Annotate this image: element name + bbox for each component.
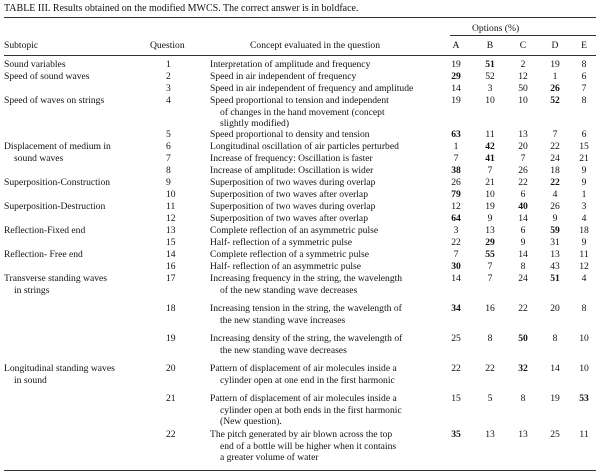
concept-cell: Superposition of two waves after overlap (210, 213, 368, 224)
option-value-cell: 12 (518, 71, 528, 82)
option-value-cell: 22 (550, 177, 560, 188)
subtopic-cell: Superposition-Construction (4, 177, 111, 188)
concept-cell: cylinder open at one end in the first harmonic (220, 374, 395, 386)
option-value-cell: 22 (550, 141, 560, 152)
concept-cell: Complete reflection of a symmetric pulse (210, 249, 370, 260)
option-value-cell: 13 (550, 249, 560, 260)
option-value-cell: 8 (581, 95, 587, 106)
option-value-cell: 1 (581, 189, 587, 200)
question-number-cell: 9 (166, 177, 171, 188)
question-number-cell: 7 (166, 153, 171, 164)
subtopic-cell: Speed of waves on strings (4, 95, 105, 106)
option-value-cell: 15 (579, 141, 589, 152)
option-value-cell: 79 (451, 189, 461, 200)
header-subtopic: Subtopic (4, 40, 39, 51)
subtopic-cell: Displacement of medium in (4, 141, 111, 152)
option-value-cell: 32 (518, 363, 528, 374)
concept-cell: Pattern of displacement of air molecules inside a (210, 393, 397, 404)
option-value-cell: 64 (451, 213, 461, 224)
subtopic-cell: in strings (14, 284, 50, 296)
option-value-cell: 22 (451, 363, 461, 374)
option-value-cell: 31 (550, 237, 560, 248)
concept-cell: end of a bottle will be higher when it contains (220, 440, 397, 452)
concept-cell: of changes in the hand movement (concept (220, 106, 385, 118)
option-value-cell: 8 (520, 393, 526, 404)
question-number-cell: 16 (166, 261, 176, 272)
option-value-cell: 8 (552, 333, 558, 344)
concept-cell: a greater volume of water (220, 452, 319, 463)
option-value-cell: 52 (550, 95, 560, 106)
option-value-cell: 4 (581, 213, 587, 224)
option-value-cell: 38 (451, 165, 461, 176)
concept-cell: Speed in air independent of frequency and amplitude (210, 83, 414, 94)
option-value-cell: 12 (579, 261, 589, 272)
concept-cell: Speed proportional to tension and independent (210, 95, 389, 106)
question-number-cell: 14 (166, 249, 176, 260)
concept-cell: the new standing wave increases (220, 314, 346, 326)
option-value-cell: 26 (518, 165, 528, 176)
option-value-cell: 9 (581, 237, 587, 248)
option-value-cell: 19 (550, 59, 560, 70)
question-number-cell: 8 (166, 165, 171, 176)
concept-cell: Half- reflection of an asymmetric pulse (210, 261, 362, 272)
concept-cell: Interpretation of amplitude and frequency (210, 59, 371, 70)
subtopic-cell: Speed of sound waves (4, 71, 90, 82)
option-value-cell: 18 (550, 165, 560, 176)
question-number-cell: 15 (166, 237, 176, 248)
subtopic-cell: Reflection-Fixed end (4, 225, 86, 236)
option-value-cell: 26 (550, 201, 560, 212)
option-value-cell: 7 (453, 153, 459, 164)
option-value-cell: 6 (581, 129, 587, 140)
option-value-cell: 3 (581, 201, 587, 212)
option-value-cell: 55 (485, 249, 495, 260)
option-value-cell: 51 (550, 273, 560, 284)
option-value-cell: 11 (579, 429, 589, 440)
option-value-cell: 20 (518, 141, 528, 152)
option-value-cell: 30 (451, 261, 461, 272)
option-value-cell: 7 (520, 153, 526, 164)
subtopic-cell: Superposition-Destruction (4, 201, 106, 212)
option-value-cell: 42 (485, 141, 495, 152)
subtopic-cell: Transverse standing waves (4, 273, 108, 284)
question-number-cell: 10 (166, 189, 176, 200)
option-value-cell: 19 (485, 201, 495, 212)
option-value-cell: 12 (451, 201, 461, 212)
option-value-cell: 5 (487, 393, 493, 404)
concept-cell: of the new standing wave decreases (220, 284, 358, 296)
option-value-cell: 8 (581, 59, 587, 70)
question-number-cell: 22 (166, 429, 176, 440)
concept-cell: Superposition of two waves during overlap (210, 177, 376, 188)
option-value-cell: 19 (451, 95, 461, 106)
subtopic-cell: in sound (14, 374, 47, 386)
option-value-cell: 52 (485, 71, 495, 82)
option-value-cell: 21 (485, 177, 495, 188)
top-rule (4, 17, 596, 18)
option-value-cell: 4 (581, 273, 587, 284)
header-concept: Concept evaluated in the question (250, 40, 381, 51)
option-value-cell: 15 (451, 393, 461, 404)
question-number-cell: 19 (166, 333, 176, 344)
option-value-cell: 14 (451, 83, 461, 94)
option-value-cell: 9 (581, 177, 587, 188)
option-value-cell: 40 (518, 201, 528, 212)
option-value-cell: 10 (518, 95, 528, 106)
option-value-cell: 35 (451, 429, 461, 440)
option-value-cell: 24 (550, 153, 560, 164)
concept-cell: Increase of frequency: Oscillation is faster (210, 153, 373, 164)
option-value-cell: 22 (451, 237, 461, 248)
question-number-cell: 2 (166, 71, 171, 82)
header-question: Question (150, 40, 185, 51)
option-value-cell: 29 (485, 237, 495, 248)
question-number-cell: 3 (166, 83, 171, 94)
option-value-cell: 1 (552, 71, 558, 82)
subtopic-cell: Reflection- Free end (4, 249, 83, 260)
option-value-cell: 13 (518, 129, 528, 140)
option-value-cell: 24 (518, 273, 528, 284)
option-value-cell: 20 (550, 303, 560, 314)
option-value-cell: 7 (487, 273, 493, 284)
option-value-cell: 26 (451, 177, 461, 188)
option-value-cell: 1 (453, 141, 459, 152)
question-number-cell: 11 (166, 201, 176, 212)
concept-cell: Superposition of two waves after overlap (210, 189, 368, 200)
options-subrule (450, 35, 596, 36)
option-value-cell: 53 (579, 393, 589, 404)
header-option-a: A (452, 40, 460, 51)
option-value-cell: 7 (487, 261, 493, 272)
option-value-cell: 22 (518, 177, 528, 188)
option-value-cell: 29 (451, 71, 461, 82)
option-value-cell: 6 (520, 189, 526, 200)
option-value-cell: 7 (453, 249, 459, 260)
bottom-rule (4, 470, 596, 471)
option-value-cell: 7 (581, 83, 587, 94)
concept-cell: Half- reflection of a symmetric pulse (210, 237, 352, 248)
question-number-cell: 12 (166, 213, 176, 224)
option-value-cell: 10 (485, 189, 495, 200)
concept-cell: Complete reflection of an asymmetric pulse (210, 225, 379, 236)
option-value-cell: 21 (579, 153, 589, 164)
option-value-cell: 22 (518, 303, 528, 314)
option-value-cell: 19 (451, 59, 461, 70)
table-caption: TABLE III. Results obtained on the modified MWCS. The correct answer is in boldface. (4, 3, 359, 14)
question-number-cell: 20 (166, 363, 176, 374)
header-option-c: C (519, 40, 527, 51)
options-group-header: Options (%) (472, 23, 520, 34)
option-value-cell: 63 (451, 129, 461, 140)
option-value-cell: 10 (579, 363, 589, 374)
option-value-cell: 41 (485, 153, 495, 164)
header-option-d: D (551, 40, 559, 51)
subtopic-cell: Longitudinal standing waves (4, 363, 115, 374)
concept-cell: The pitch generated by air blown across the top (210, 429, 393, 440)
option-value-cell: 13 (485, 429, 495, 440)
concept-cell: (New question). (220, 416, 282, 427)
header-rule (4, 55, 596, 56)
option-value-cell: 6 (581, 71, 587, 82)
option-value-cell: 7 (487, 165, 493, 176)
option-value-cell: 10 (485, 95, 495, 106)
option-value-cell: 16 (485, 303, 495, 314)
option-value-cell: 11 (579, 249, 589, 260)
question-number-cell: 21 (166, 393, 176, 404)
option-value-cell: 9 (581, 165, 587, 176)
concept-cell: cylinder open at both ends in the first harmonic (220, 404, 402, 416)
option-value-cell: 43 (550, 261, 560, 272)
option-value-cell: 11 (485, 129, 495, 140)
question-number-cell: 17 (166, 273, 176, 284)
option-value-cell: 18 (579, 225, 589, 236)
option-value-cell: 8 (487, 333, 493, 344)
option-value-cell: 25 (550, 429, 560, 440)
option-value-cell: 9 (552, 213, 558, 224)
option-value-cell: 26 (550, 83, 560, 94)
concept-cell: Increasing frequency in the string, the wavelength (210, 273, 403, 284)
subtopic-cell: Sound variables (4, 59, 66, 70)
option-value-cell: 9 (487, 213, 493, 224)
question-number-cell: 6 (166, 141, 171, 152)
option-value-cell: 50 (518, 83, 528, 94)
option-value-cell: 8 (520, 261, 526, 272)
option-value-cell: 51 (485, 59, 495, 70)
option-value-cell: 13 (518, 429, 528, 440)
option-value-cell: 14 (550, 363, 560, 374)
concept-cell: Longitudinal oscillation of air particles perturbed (210, 141, 399, 152)
concept-cell: slightly modified) (220, 118, 290, 129)
question-number-cell: 18 (166, 303, 176, 314)
header-option-e: E (581, 40, 587, 51)
concept-cell: Pattern of displacement of air molecules inside a (210, 363, 397, 374)
subtopic-cell: sound waves (14, 152, 64, 164)
option-value-cell: 14 (518, 213, 528, 224)
option-value-cell: 8 (581, 303, 587, 314)
option-value-cell: 10 (579, 333, 589, 344)
option-value-cell: 19 (550, 393, 560, 404)
question-number-cell: 4 (166, 95, 171, 106)
concept-cell: Increasing density of the string, the wavelength of (210, 333, 403, 344)
option-value-cell: 50 (518, 333, 528, 344)
option-value-cell: 9 (520, 237, 526, 248)
option-value-cell: 4 (552, 189, 558, 200)
question-number-cell: 13 (166, 225, 176, 236)
question-number-cell: 1 (166, 59, 171, 70)
concept-cell: the new standing wave decreases (220, 344, 347, 356)
concept-cell: Speed in air independent of frequency (210, 71, 357, 82)
option-value-cell: 2 (520, 59, 526, 70)
option-value-cell: 14 (451, 273, 461, 284)
option-value-cell: 7 (552, 129, 558, 140)
option-value-cell: 25 (451, 333, 461, 344)
option-value-cell: 14 (518, 249, 528, 260)
option-value-cell: 6 (520, 225, 526, 236)
concept-cell: Increasing tension in the string, the wavelength of (210, 303, 402, 314)
option-value-cell: 34 (451, 303, 461, 314)
option-value-cell: 22 (485, 363, 495, 374)
option-value-cell: 13 (485, 225, 495, 236)
concept-cell: Superposition of two waves during overlap (210, 201, 376, 212)
header-option-b: B (486, 40, 494, 51)
concept-cell: Speed proportional to density and tension (210, 129, 370, 140)
option-value-cell: 3 (487, 83, 493, 94)
option-value-cell: 3 (453, 225, 459, 236)
question-number-cell: 5 (166, 129, 171, 140)
option-value-cell: 59 (550, 225, 560, 236)
concept-cell: Increase of amplitude: Oscillation is wider (210, 165, 374, 176)
